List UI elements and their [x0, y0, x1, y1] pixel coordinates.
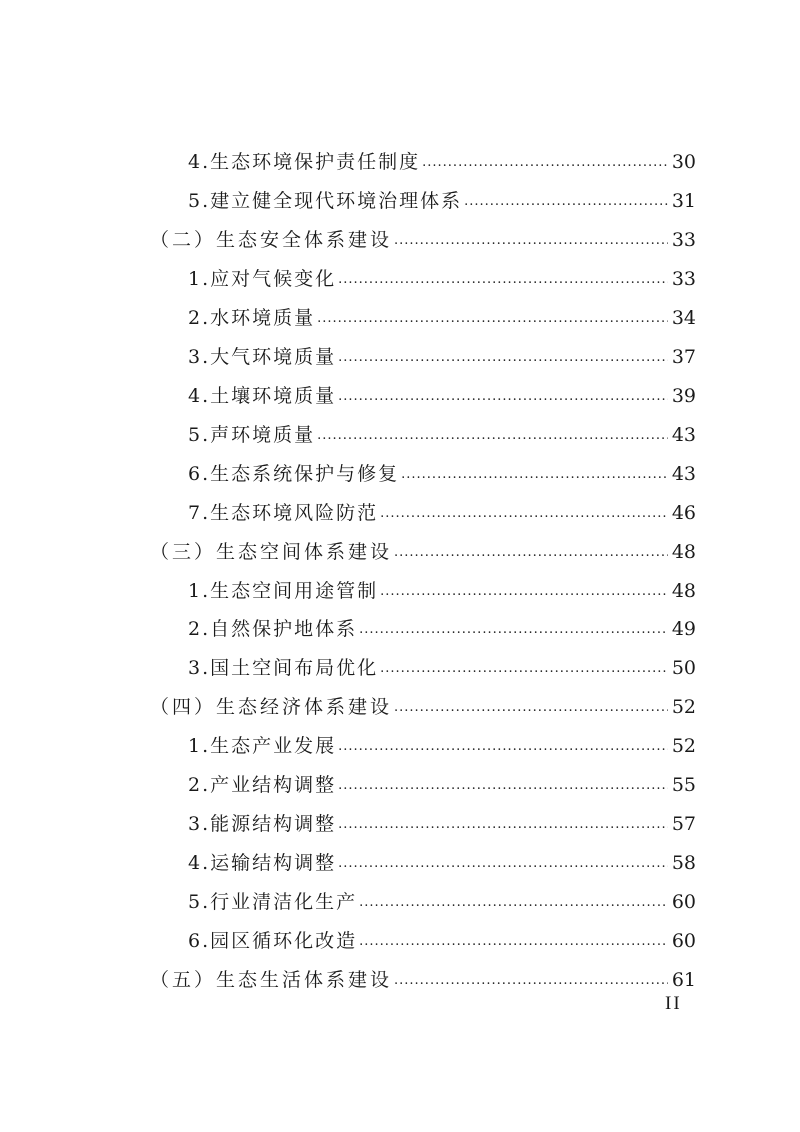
- toc-entry-page: 50: [671, 657, 696, 680]
- toc-entry-page: 58: [671, 852, 696, 875]
- toc-entry-page: 31: [671, 189, 696, 212]
- toc-entry-label: 6.园区循环化改造: [188, 930, 358, 952]
- toc-entry-label: 5.声环境质量: [188, 423, 316, 446]
- toc-entry-page: 43: [671, 462, 696, 485]
- toc-entry[interactable]: [188, 144, 696, 174]
- toc-section-label: （二）生态安全体系建设: [150, 228, 393, 251]
- toc-entry-page: 37: [671, 345, 696, 368]
- toc-entry[interactable]: [188, 495, 696, 525]
- toc-entry-label: 2.自然保护地体系: [188, 618, 358, 641]
- toc-entry-label: 2.产业结构调整: [188, 774, 337, 797]
- toc-leader-dots: [394, 545, 668, 561]
- toc-entry-label: 1.应对气候变化: [188, 267, 337, 290]
- page-number: II: [665, 993, 682, 1014]
- toc-entry-page: 46: [671, 501, 696, 524]
- toc-entry[interactable]: [188, 650, 696, 680]
- toc-entry-label: 5.行业清洁化生产: [188, 891, 358, 914]
- toc-entry-page: 39: [671, 384, 696, 407]
- toc-entry-label: 3.能源结构调整: [188, 813, 337, 836]
- toc-leader-dots: [401, 467, 668, 483]
- toc-entry[interactable]: [188, 300, 696, 330]
- toc-entry[interactable]: [188, 884, 696, 914]
- toc-entry-label: 4.土壤环境质量: [188, 384, 337, 407]
- toc-entry-page: 52: [671, 696, 696, 719]
- toc-entry-page: 43: [671, 423, 696, 446]
- toc-leader-dots: [338, 272, 668, 288]
- toc-leader-dots: [317, 428, 668, 444]
- toc-entry-page: 48: [671, 579, 696, 602]
- toc-entry[interactable]: [188, 261, 696, 291]
- toc-entry-label: 2.水环境质量: [188, 306, 316, 329]
- toc-entry-page: 33: [671, 267, 696, 290]
- toc-entry-page: 52: [671, 735, 696, 758]
- toc-entry-page: 61: [671, 969, 696, 991]
- toc-entry-label: 1.生态空间用途管制: [188, 579, 379, 602]
- toc-entry-page: 60: [671, 891, 696, 914]
- toc-entry-label: 1.生态产业发展: [188, 735, 337, 758]
- toc-leader-dots: [394, 700, 668, 716]
- toc-entry[interactable]: [188, 573, 696, 603]
- toc-entry-label: 3.国土空间布局优化: [188, 657, 379, 680]
- toc-leader-dots: [394, 233, 668, 249]
- toc-entry-page: 55: [671, 774, 696, 797]
- toc-entry-page: 57: [671, 813, 696, 836]
- toc-leader-dots: [422, 155, 668, 171]
- toc-entry[interactable]: [188, 806, 696, 836]
- toc-entry[interactable]: [188, 183, 696, 213]
- toc-section-label: （五）生态生活体系建设: [150, 969, 393, 991]
- toc-entry-label: 5.建立健全现代环境治理体系: [188, 189, 463, 212]
- toc-entry[interactable]: [188, 378, 696, 408]
- toc-entry-page: 33: [671, 228, 696, 251]
- toc-entry-label: 3.大气环境质量: [188, 345, 337, 368]
- toc-entry[interactable]: [188, 923, 696, 953]
- toc-entry-page: 60: [671, 930, 696, 952]
- toc-entry[interactable]: [188, 845, 696, 875]
- toc-leader-dots: [464, 194, 668, 210]
- toc-section-entry[interactable]: [150, 962, 696, 992]
- toc-entry-label: 7.生态环境风险防范: [188, 501, 379, 524]
- toc-section-entry[interactable]: [150, 222, 696, 252]
- toc-leader-dots: [317, 311, 668, 327]
- toc-leader-dots: [338, 739, 668, 755]
- toc-entry[interactable]: [188, 767, 696, 797]
- toc-entry[interactable]: [188, 456, 696, 486]
- toc-entry-page: 30: [671, 151, 696, 173]
- toc-entry-label: 4.运输结构调整: [188, 852, 337, 875]
- toc-leader-dots: [338, 350, 668, 366]
- toc-leader-dots: [338, 817, 668, 833]
- toc-entry[interactable]: [188, 611, 696, 641]
- toc-leader-dots: [338, 856, 668, 872]
- toc-entry[interactable]: [188, 417, 696, 447]
- toc-section-label: （三）生态空间体系建设: [150, 540, 393, 563]
- toc-leader-dots: [359, 934, 668, 950]
- toc-leader-dots: [380, 661, 668, 677]
- toc-leader-dots: [338, 389, 668, 405]
- toc-leader-dots: [394, 973, 668, 989]
- toc-section-entry[interactable]: [150, 689, 696, 719]
- toc-section-entry[interactable]: [150, 534, 696, 564]
- toc-entry-label: 6.生态系统保护与修复: [188, 462, 400, 485]
- toc-entry-label: 4.生态环境保护责任制度: [188, 151, 421, 173]
- toc-leader-dots: [359, 622, 668, 638]
- toc-leader-dots: [359, 895, 668, 911]
- toc-entry-page: 49: [671, 618, 696, 641]
- toc-leader-dots: [338, 778, 668, 794]
- toc-leader-dots: [380, 506, 668, 522]
- toc-entry[interactable]: [188, 339, 696, 369]
- toc-entry-page: 48: [671, 540, 696, 563]
- toc-leader-dots: [380, 584, 668, 600]
- toc-entry[interactable]: [188, 728, 696, 758]
- toc-section-label: （四）生态经济体系建设: [150, 696, 393, 719]
- toc-entry-page: 34: [671, 306, 696, 329]
